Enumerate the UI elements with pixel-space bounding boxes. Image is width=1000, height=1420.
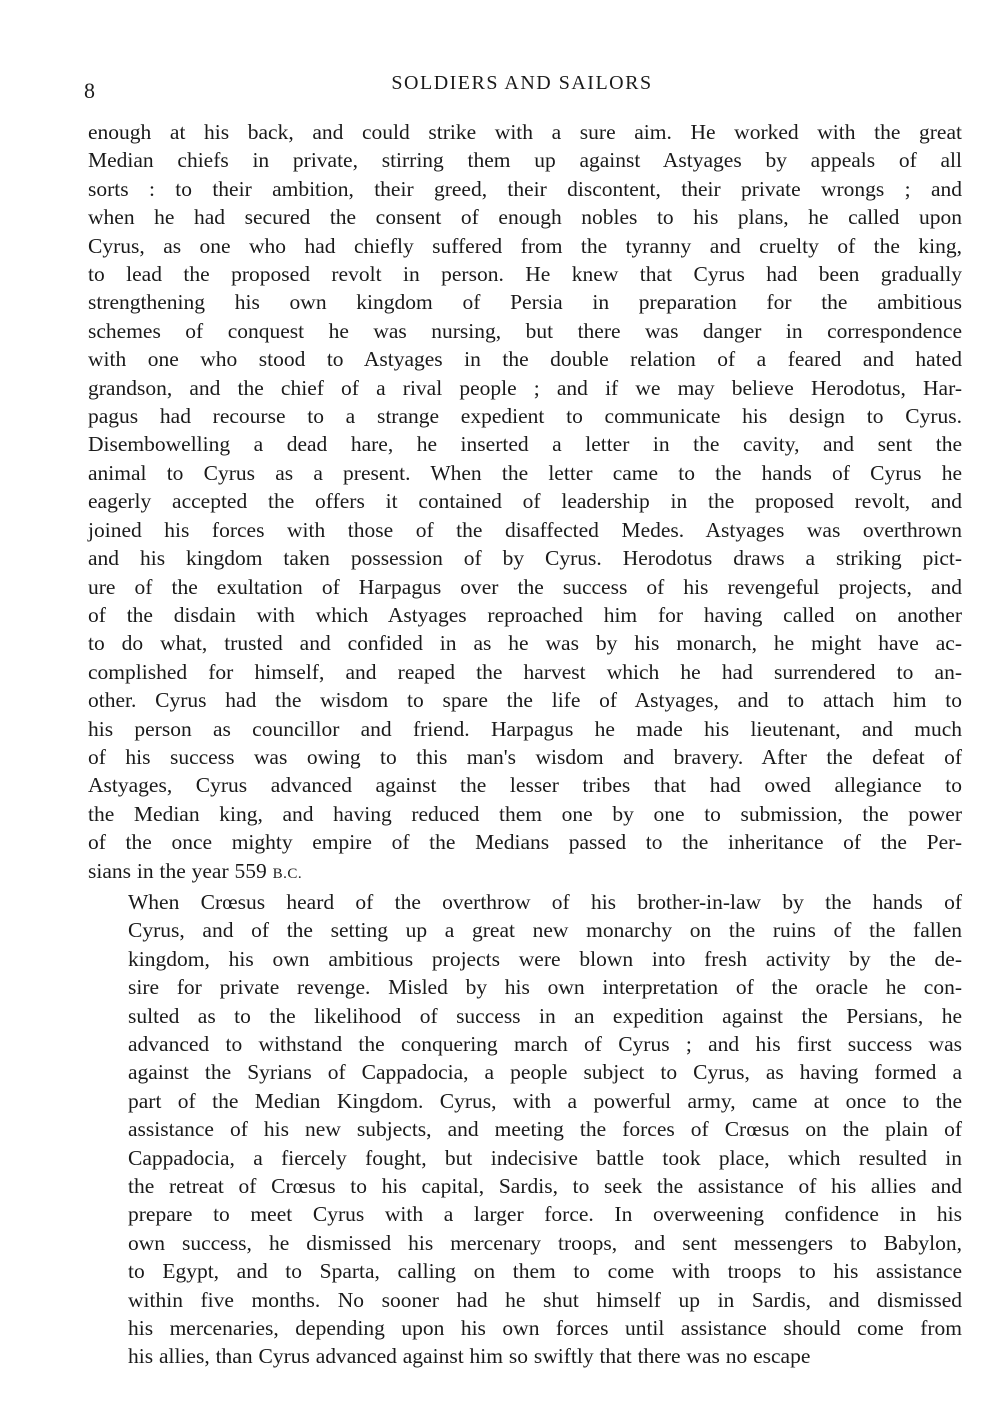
text-line (88, 857, 962, 888)
paragraph-1 (88, 118, 962, 888)
era-abbreviation: B.C. (272, 865, 303, 882)
text-line: eagerly accepted the offers it contained of leadership in the proposed revolt, and (88, 489, 962, 514)
text-line: Cyrus, and of the setting up a great new monarchy on the ruins of the fallen (128, 918, 962, 943)
text-line: ure of the exultation of Harpagus over the success of his revengeful projects, and (88, 574, 962, 599)
text-line: against the Syrians of Cappadocia, a people subject to Cyrus, as having formed a (128, 1060, 962, 1085)
text-line: and his kingdom taken possession of by Cyrus. Herodotus draws a striking pict- (88, 546, 962, 571)
text-line: other. Cyrus had the wisdom to spare the life of Astyages, and to attach him to (88, 688, 962, 713)
text-line: own success, he dismissed his mercenary troops, and sent messengers to Babylon, (128, 1230, 962, 1255)
text-line: his allies, than Cyrus advanced against him so swiftly that there was no escape (128, 1344, 811, 1369)
text-line: the Median king, and having reduced them one by one to submission, the power (88, 801, 962, 826)
text-line: Astyages, Cyrus advanced against the lesser tribes that had owed allegiance to (88, 773, 962, 798)
text-line: of the disdain with which Astyages reproached him for having called on another (88, 602, 962, 627)
text-line: when he had secured the consent of enough nobles to his plans, he called upon (88, 205, 962, 230)
page-number: 8 (84, 78, 95, 103)
text-line: Cyrus, as one who had chiefly suffered from the tyranny and cruelty of the king, (88, 233, 962, 258)
text-line: assistance of his new subjects, and meeting the forces of Crœsus on the plain of (128, 1117, 962, 1142)
text-line: kingdom, his own ambitious projects were blown into fresh activity by the de- (128, 946, 962, 971)
text-line: to Egypt, and to Sparta, calling on them to come with troops to his assistance (128, 1259, 962, 1284)
text-line: enough at his back, and could strike with a sure aim. He worked with the great (88, 120, 962, 144)
paragraph-2 (88, 888, 962, 1371)
running-head: SOLDIERS AND SAILORS (391, 72, 653, 94)
text-line: part of the Median Kingdom. Cyrus, with a powerful army, came at once to the (128, 1088, 962, 1113)
text-line: of the once mighty empire of the Medians passed to the inheritance of the Per- (88, 830, 962, 855)
text-line: to do what, trusted and confided in as he was by his monarch, he might have ac- (88, 631, 962, 656)
text-line: When Crœsus heard of the overthrow of his brother-in-law by the hands of (128, 889, 962, 914)
text-line: joined his forces with those of the disaffected Medes. Astyages was overthrown (88, 517, 962, 542)
text-line: animal to Cyrus as a present. When the letter came to the hands of Cyrus he (88, 460, 962, 485)
body-text (88, 118, 962, 1371)
text-line: sorts : to their ambition, their greed, their discontent, their private wrongs ; and (88, 176, 962, 201)
text-line: prepare to meet Cyrus with a larger force. In overweening confidence in his (128, 1202, 962, 1227)
text-line: within five months. No sooner had he shut himself up in Sardis, and dismissed (128, 1287, 962, 1312)
text-line: his person as councillor and friend. Harpagus he made his lieutenant, and much (88, 716, 962, 741)
text-line: advanced to withstand the conquering march of Cyrus ; and his first success was (128, 1032, 962, 1056)
text-line-body: sians in the year 559 (88, 858, 273, 883)
text-line: Cappadocia, a fiercely fought, but indecisive battle took place, which resulted in (128, 1145, 962, 1170)
text-line: complished for himself, and reaped the harvest which he had surrendered to an- (88, 659, 962, 684)
text-line: his mercenaries, depending upon his own forces until assistance should come from (128, 1316, 962, 1341)
text-line: to lead the proposed revolt in person. He knew that Cyrus had been gradually (88, 262, 962, 287)
text-line: Median chiefs in private, stirring them up against Astyages by appeals of all (88, 148, 962, 173)
text-line: the retreat of Crœsus to his capital, Sardis, to seek the assistance of his allies and (128, 1174, 962, 1199)
text-line: schemes of conquest he was nursing, but there was danger in correspondence (88, 318, 962, 343)
text-line: sulted as to the likelihood of success in an expedition against the Persians, he (128, 1003, 962, 1028)
text-line: sire for private revenge. Misled by his own interpretation of the oracle he con- (128, 975, 962, 1000)
text-line: grandson, and the chief of a rival people ; and if we may believe Herodotus, Har- (88, 375, 962, 400)
text-line: with one who stood to Astyages in the double relation of a feared and hated (88, 347, 962, 372)
page-header (82, 68, 962, 108)
text-line: of his success was owing to this man's wisdom and bravery. After the defeat of (88, 744, 962, 769)
text-line: Disembowelling a dead hare, he inserted a letter in the cavity, and sent the (88, 432, 962, 457)
text-line: pagus had recourse to a strange expedient to communicate his design to Cyrus. (88, 404, 962, 429)
text-line: strengthening his own kingdom of Persia in preparation for the ambitious (88, 290, 962, 315)
